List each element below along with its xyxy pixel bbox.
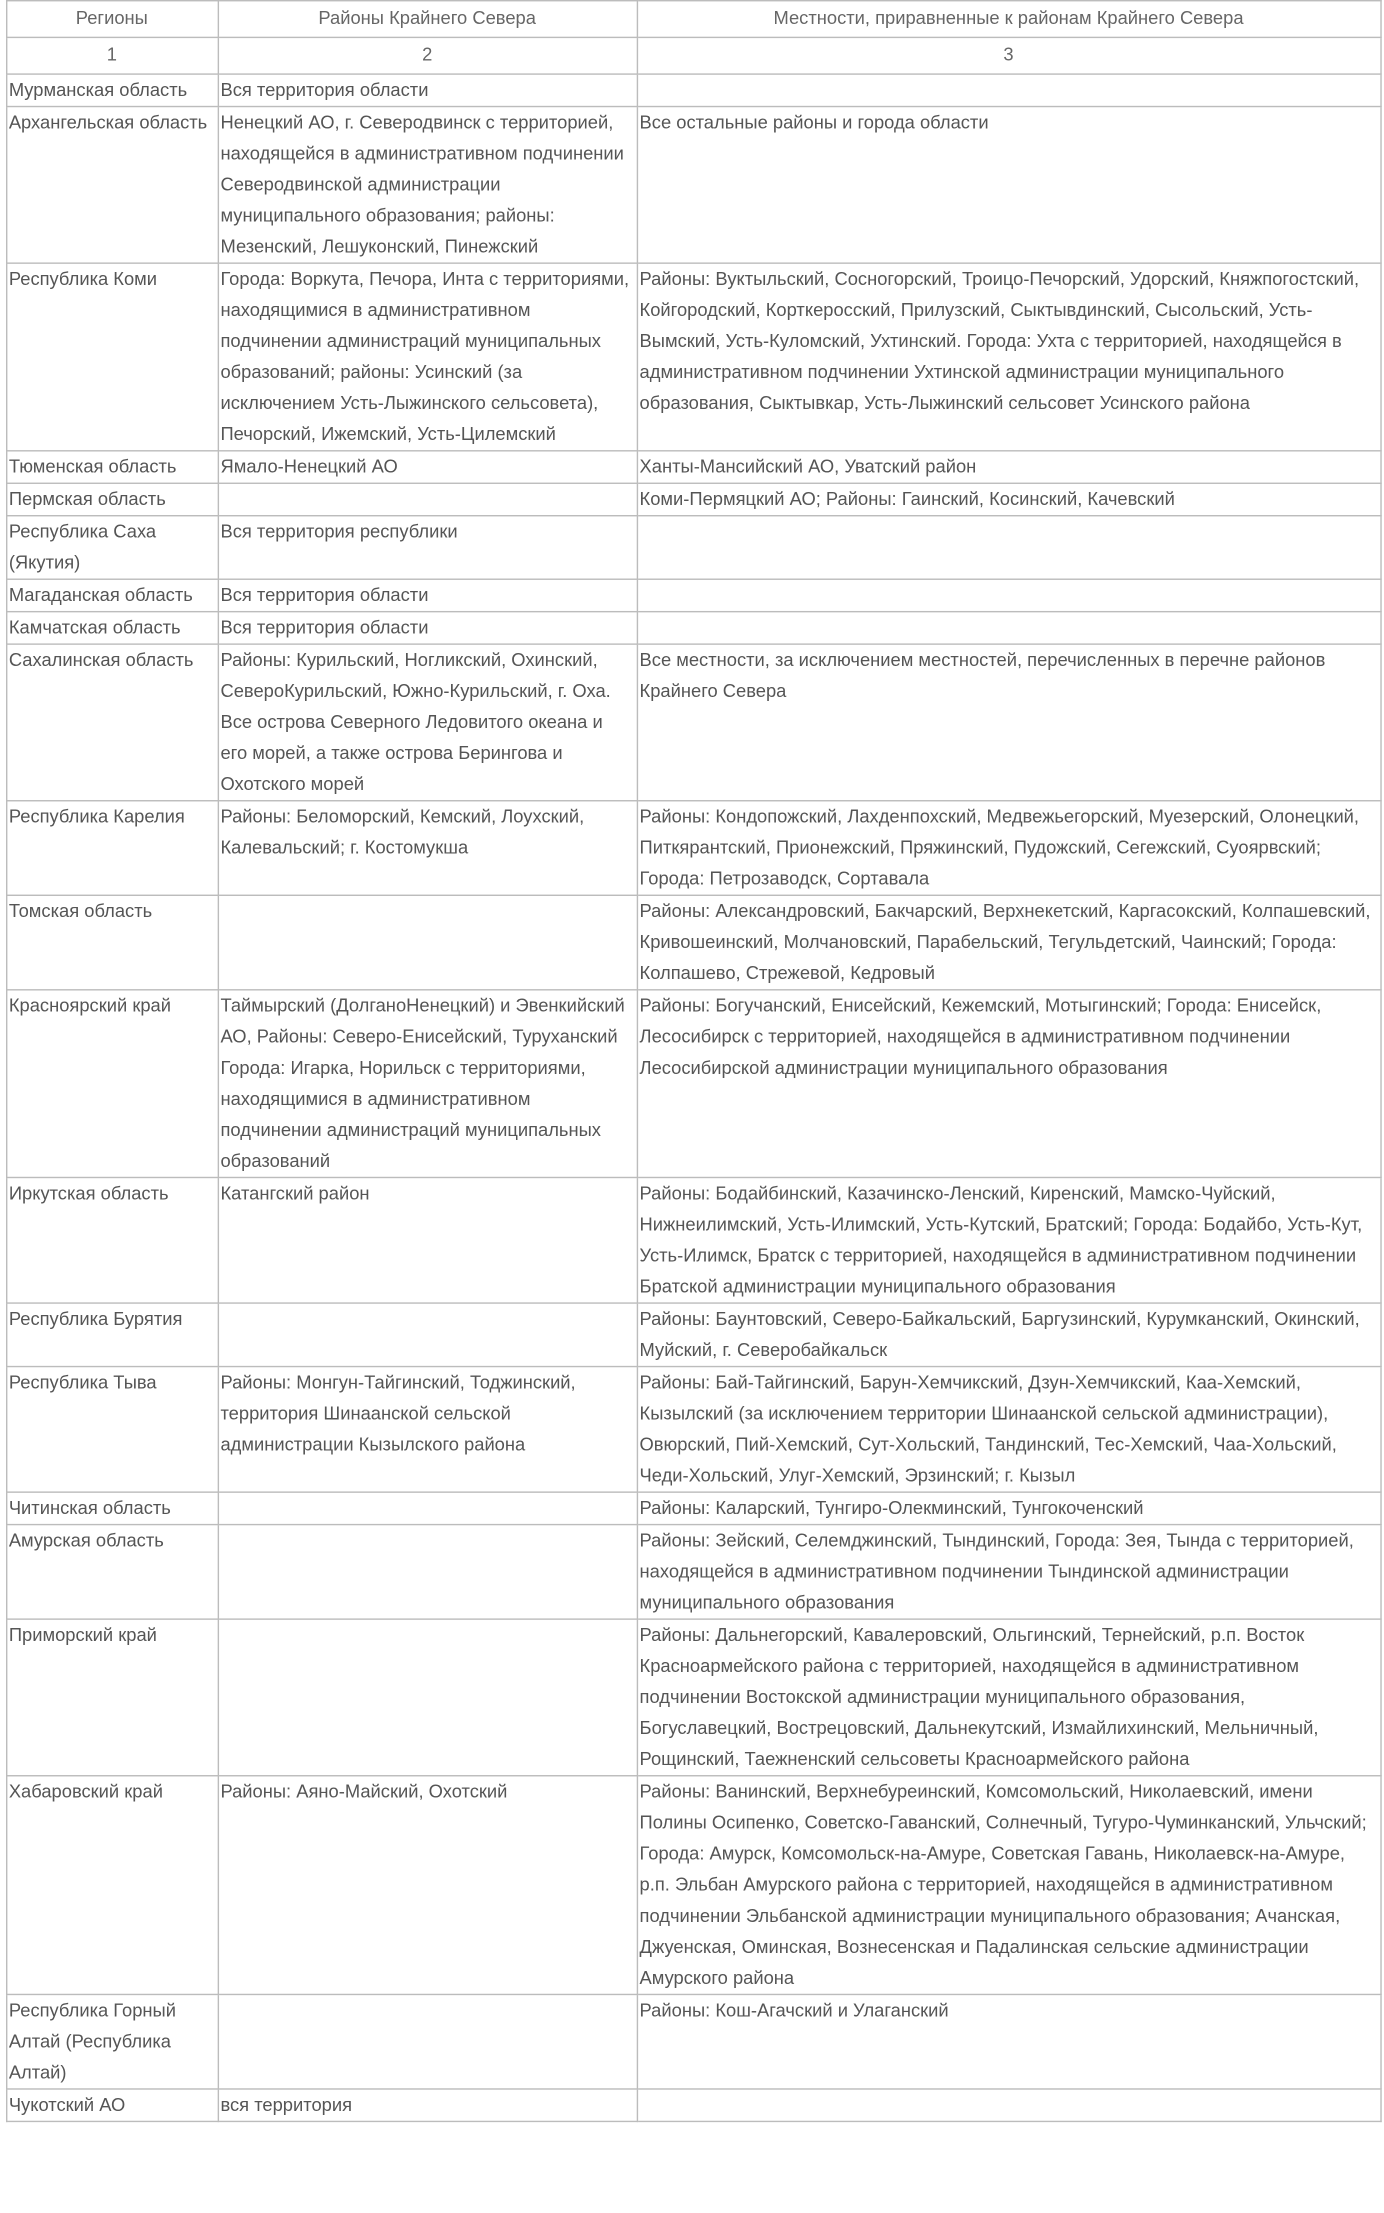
- region-cell: Камчатская область: [7, 612, 219, 644]
- far-north-cell: Вся территория области: [218, 612, 637, 644]
- document-page: [6, 0, 1380, 2122]
- equivalent-cell: Районы: Каларский, Тунгиро-Олекминский, Тунгокоченский: [637, 1492, 1381, 1524]
- far-north-cell: Районы: Курильский, Ногликский, Охинский, СевероКурильский, Южно-Курильский, г. Оха. Все острова Северного Ледовитого океана и его морей, а также острова Берингова и Охотского морей: [218, 644, 637, 801]
- table-row: [7, 895, 1381, 990]
- equivalent-cell: Районы: Кош-Агачский и Улаганский: [637, 1994, 1381, 2089]
- equivalent-cell: Районы: Кондопожский, Лахденпохский, Медвежьегорский, Муезерский, Олонецкий, Питкярантский, Прионежский, Пряжинский, Пудожский, Сегежский, Суоярвский; Города: Петрозаводск, Сортавала: [637, 801, 1381, 896]
- far-north-cell: Ямало-Ненецкий АО: [218, 451, 637, 483]
- far-north-cell: Катангский район: [218, 1177, 637, 1303]
- region-cell: Томская область: [7, 895, 219, 990]
- column-number: 1: [7, 37, 219, 74]
- region-cell: Республика Саха (Якутия): [7, 516, 219, 579]
- table-row: [7, 451, 1381, 483]
- region-cell: Пермская область: [7, 483, 219, 515]
- table-row: [7, 74, 1381, 106]
- far-north-cell: Вся территория области: [218, 579, 637, 611]
- far-north-cell: Районы: Монгун-Тайгинский, Тоджинский, территория Шинаанской сельской администрации Кызылского района: [218, 1367, 637, 1493]
- far-north-cell: [218, 1994, 637, 2089]
- equivalent-cell: Районы: Вуктыльский, Сосногорский, Троицо-Печорский, Удорский, Княжпогостский, Койгородский, Корткеросский, Прилузский, Сыктывдинский, Сысольский, Усть-Вымский, Усть-Куломский, Ухтинский. Города: Ухта с территорией, находящейся в административном подчинении Ухтинской администрации муниципального образования, Сыктывкар, Усть-Лыжинский сельсовет Усинского района: [637, 263, 1381, 451]
- region-cell: Республика Бурятия: [7, 1303, 219, 1366]
- equivalent-cell: Все остальные районы и города области: [637, 107, 1381, 264]
- table-row: [7, 1367, 1381, 1493]
- far-north-cell: Вся территория области: [218, 74, 637, 106]
- region-cell: Хабаровский край: [7, 1776, 219, 1995]
- table-row: [7, 516, 1381, 579]
- equivalent-cell: Районы: Зейский, Селемджинский, Тындинский, Города: Зея, Тында с территорией, находящейся в административном подчинении Тындинской администрации муниципального образования: [637, 1525, 1381, 1620]
- table-row: [7, 107, 1381, 264]
- equivalent-cell: [637, 74, 1381, 106]
- region-cell: Амурская область: [7, 1525, 219, 1620]
- table-row: [7, 1492, 1381, 1524]
- equivalent-cell: [637, 2089, 1381, 2121]
- column-number-row: [7, 37, 1381, 74]
- equivalent-cell: Все местности, за исключением местностей, перечисленных в перечне районов Крайнего Севера: [637, 644, 1381, 801]
- equivalent-cell: Районы: Дальнегорский, Кавалеровский, Ольгинский, Тернейский, р.п. Восток Красноармейского района с территорией, находящейся в административном подчинении Востокской администрации муниципального образования, Богуславецкий, Вострецовский, Дальнекутский, Измайлихинский, Мельничный, Рощинский, Таежненский сельсоветы Красноармейского района: [637, 1619, 1381, 1776]
- table-row: [7, 1525, 1381, 1620]
- far-north-cell: [218, 1303, 637, 1366]
- table-row: [7, 1303, 1381, 1366]
- region-cell: Читинская область: [7, 1492, 219, 1524]
- far-north-cell: Районы: Аяно-Майский, Охотский: [218, 1776, 637, 1995]
- table-row: [7, 990, 1381, 1178]
- region-cell: Магаданская область: [7, 579, 219, 611]
- region-cell: Тюменская область: [7, 451, 219, 483]
- region-cell: Приморский край: [7, 1619, 219, 1776]
- equivalent-cell: [637, 579, 1381, 611]
- equivalent-cell: Районы: Александровский, Бакчарский, Верхнекетский, Каргасокский, Колпашевский, Кривошеинский, Молчановский, Парабельский, Тегульдетский, Чаинский; Города: Колпашево, Стрежевой, Кедровый: [637, 895, 1381, 990]
- far-north-cell: вся территория: [218, 2089, 637, 2121]
- table-row: [7, 2089, 1381, 2121]
- equivalent-cell: Районы: Ванинский, Верхнебуреинский, Комсомольский, Николаевский, имени Полины Осипенко, Советско-Гаванский, Солнечный, Тугуро-Чуминканский, Ульчский; Города: Амурск, Комсомольск-на-Амуре, Советская Гавань, Николаевск-на-Амуре, р.п. Эльбан Амурского района с территорией, находящейся в административном подчинении Эльбанской администрации муниципального образования; Ачанская, Джуенская, Оминская, Вознесенская и Падалинская сельские администрации Амурского района: [637, 1776, 1381, 1995]
- equivalent-cell: Районы: Богучанский, Енисейский, Кежемский, Мотыгинский; Города: Енисейск, Лесосибирск с территорией, находящейся в административном подчинении Лесосибирской администрации муниципального образования: [637, 990, 1381, 1178]
- header-far-north-districts: Районы Крайнего Севера: [218, 1, 637, 38]
- table-row: [7, 1994, 1381, 2089]
- far-north-cell: [218, 1525, 637, 1620]
- far-north-cell: Ненецкий АО, г. Северодвинск с территорией, находящейся в административном подчинении Северодвинской администрации муниципального образования; районы: Мезенский, Лешуконский, Пинежский: [218, 107, 637, 264]
- equivalent-cell: Коми-Пермяцкий АО; Районы: Гаинский, Косинский, Качевский: [637, 483, 1381, 515]
- region-cell: Красноярский край: [7, 990, 219, 1178]
- table-row: [7, 1177, 1381, 1303]
- far-north-cell: [218, 483, 637, 515]
- equivalent-cell: [637, 516, 1381, 579]
- far-north-cell: [218, 1619, 637, 1776]
- far-north-cell: Города: Воркута, Печора, Инта с территориями, находящимися в административном подчинении администраций муниципальных образований; районы: Усинский (за исключением Усть-Лыжинского сельсовета), Печорский, Ижемский, Усть-Цилемский: [218, 263, 637, 451]
- equivalent-cell: [637, 612, 1381, 644]
- header-row: [7, 1, 1381, 38]
- equivalent-cell: Районы: Бай-Тайгинский, Барун-Хемчикский, Дзун-Хемчикский, Каа-Хемский, Кызылский (за исключением территории Шинаанской сельской администрации), Овюрский, Пий-Хемский, Сут-Хольский, Тандинский, Тес-Хемский, Чаа-Хольский, Чеди-Хольский, Улуг-Хемский, Эрзинский; г. Кызыл: [637, 1367, 1381, 1493]
- table-row: [7, 263, 1381, 451]
- equivalent-cell: Ханты-Мансийский АО, Уватский район: [637, 451, 1381, 483]
- region-cell: Сахалинская область: [7, 644, 219, 801]
- region-cell: Республика Тыва: [7, 1367, 219, 1493]
- far-north-cell: Таймырский (ДолганоНенецкий) и Эвенкийский АО, Районы: Северо-Енисейский, Туруханский Города: Игарка, Норильск с территориями, находящимися в административном подчинении администраций муниципальных образований: [218, 990, 637, 1178]
- table-row: [7, 644, 1381, 801]
- column-number: 2: [218, 37, 637, 74]
- far-north-cell: Районы: Беломорский, Кемский, Лоухский, Калевальский; г. Костомукша: [218, 801, 637, 896]
- region-cell: Республика Коми: [7, 263, 219, 451]
- region-cell: Чукотский АО: [7, 2089, 219, 2121]
- equivalent-cell: Районы: Бодайбинский, Казачинско-Ленский, Киренский, Мамско-Чуйский, Нижнеилимский, Усть-Илимский, Усть-Кутский, Братский; Города: Бодайбо, Усть-Кут, Усть-Илимск, Братск с территорией, находящейся в административном подчинении Братской администрации муниципального образования: [637, 1177, 1381, 1303]
- table-row: [7, 1776, 1381, 1995]
- table-row: [7, 612, 1381, 644]
- region-cell: Республика Карелия: [7, 801, 219, 896]
- far-north-cell: [218, 1492, 637, 1524]
- region-cell: Архангельская область: [7, 107, 219, 264]
- table-row: [7, 483, 1381, 515]
- table-row: [7, 579, 1381, 611]
- table-row: [7, 1619, 1381, 1776]
- header-regions: Регионы: [7, 1, 219, 38]
- region-cell: Республика Горный Алтай (Республика Алтай): [7, 1994, 219, 2089]
- region-cell: Иркутская область: [7, 1177, 219, 1303]
- far-north-cell: [218, 895, 637, 990]
- column-number: 3: [637, 37, 1381, 74]
- far-north-cell: Вся территория республики: [218, 516, 637, 579]
- north-regions-table: [6, 0, 1382, 2122]
- table-row: [7, 801, 1381, 896]
- region-cell: Мурманская область: [7, 74, 219, 106]
- equivalent-cell: Районы: Баунтовский, Северо-Байкальский, Баргузинский, Курумканский, Окинский, Муйский, г. Северобайкальск: [637, 1303, 1381, 1366]
- header-equivalent-localities: Местности, приравненные к районам Крайнего Севера: [637, 1, 1381, 38]
